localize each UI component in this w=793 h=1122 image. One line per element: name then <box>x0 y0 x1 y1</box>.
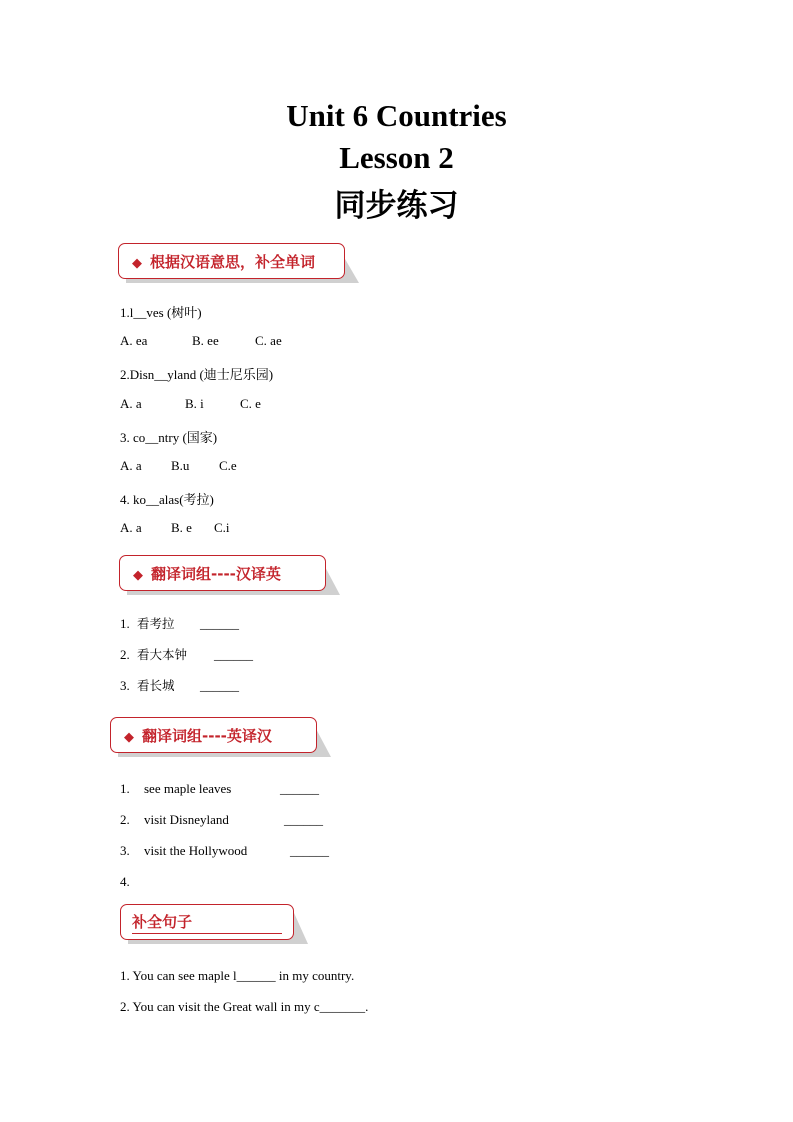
section-2-header <box>119 555 326 591</box>
option-b: B. i <box>185 396 204 411</box>
answer-blank[interactable]: ______ <box>200 616 239 631</box>
question-2: 2.Disn__yland (迪士尼乐园) <box>120 367 274 382</box>
answer-blank[interactable]: ______ <box>214 647 253 662</box>
answer-blank[interactable]: ______ <box>284 812 323 827</box>
option-c: C.e <box>219 458 237 473</box>
translate-en-2: 2. visit Disneyland ______ <box>120 812 323 827</box>
question-3: 3. co__ntry (国家) <box>120 430 218 445</box>
option-b: B. ee <box>192 333 219 348</box>
options-1 <box>120 333 282 349</box>
section-4-header <box>120 904 294 940</box>
options-4 <box>120 520 230 536</box>
option-a: A. a <box>120 458 142 473</box>
translate-cn-3: 3. 看长城 ______ <box>120 678 239 693</box>
section-3-header <box>110 717 317 753</box>
question-4: 4. ko__alas(考拉) <box>120 492 214 507</box>
translate-en-4: 4. <box>120 874 130 889</box>
lesson-title: Lesson 2 <box>339 140 454 175</box>
translate-en-3: 3. visit the Hollywood ______ <box>120 843 329 858</box>
option-a: A. a <box>120 396 142 411</box>
options-3 <box>120 458 237 474</box>
exercise-title: 同步练习 <box>334 188 459 224</box>
answer-blank[interactable]: ______ <box>280 781 319 796</box>
answer-blank[interactable]: ______ <box>290 843 329 858</box>
diamond-bullet-icon: ◆ <box>124 730 134 745</box>
question-1: 1.l__ves (树叶) <box>120 305 202 320</box>
translate-en-1: 1. see maple leaves ______ <box>120 781 319 796</box>
section-1-header <box>118 243 345 279</box>
option-c: C. e <box>240 396 261 411</box>
sentence-2: 2. You can visit the Great wall in my c_______. <box>120 999 369 1014</box>
translate-cn-2: 2. 看大本钟 ______ <box>120 647 253 662</box>
options-2 <box>120 396 261 412</box>
diamond-bullet-icon: ◆ <box>132 256 142 271</box>
option-b: B.u <box>171 458 190 473</box>
sentence-1: 1. You can see maple l______ in my country. <box>120 968 355 983</box>
answer-blank[interactable]: ______ <box>200 678 239 693</box>
option-b: B. e <box>171 520 192 535</box>
section-2-heading: 翻译词组----汉译英 <box>151 565 281 583</box>
translate-cn-1: 1. 看考拉 ______ <box>120 616 239 631</box>
option-c: C.i <box>214 520 230 535</box>
section-3-heading: 翻译词组----英译汉 <box>142 727 272 745</box>
option-a: A. a <box>120 520 142 535</box>
unit-title: Unit 6 Countries <box>286 98 507 133</box>
option-a: A. ea <box>120 333 148 348</box>
section-1-heading: 根据汉语意思，补全单词 <box>150 253 316 271</box>
option-c: C. ae <box>255 333 282 348</box>
diamond-bullet-icon: ◆ <box>133 568 143 583</box>
section-4-heading: 补全句子 <box>132 913 193 931</box>
